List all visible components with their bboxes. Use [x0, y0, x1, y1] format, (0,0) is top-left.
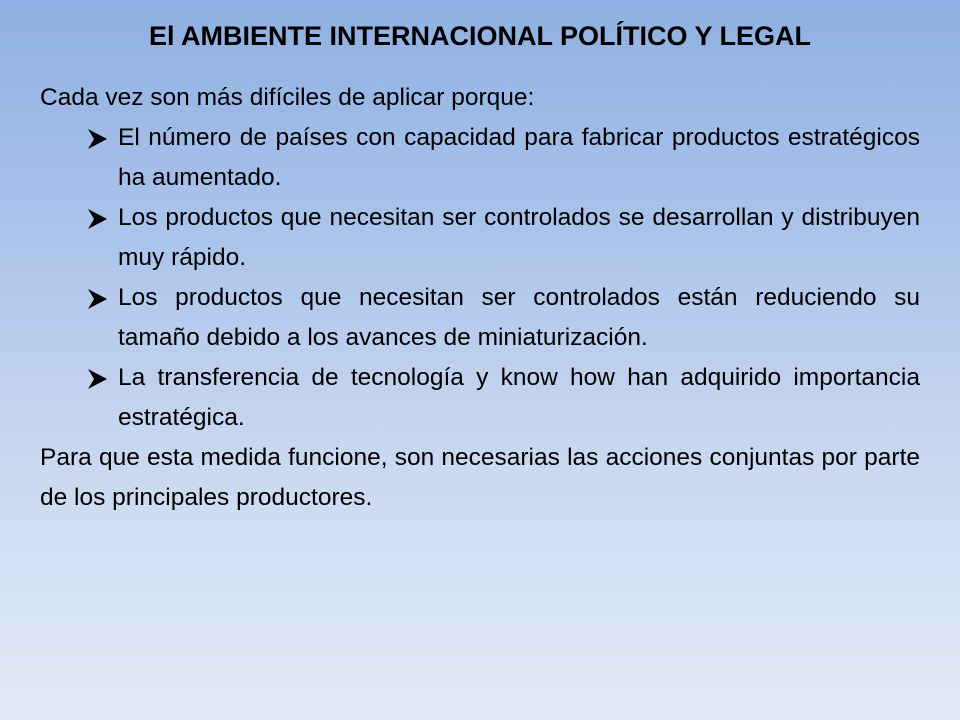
bullet-item — [40, 278, 920, 358]
arrowhead-bullet-icon — [86, 128, 108, 150]
bullet-text: El número de países con capacidad para fabricar productos estratégicos ha aumentado. — [118, 124, 920, 191]
slide-body — [40, 78, 920, 518]
bullet-item — [40, 198, 920, 278]
intro-text: Cada vez son más difíciles de aplicar porque: — [40, 84, 535, 111]
bullet-item — [40, 358, 920, 438]
bullet-text: La transferencia de tecnología y know how han adquirido importancia estratégica. — [118, 364, 920, 431]
arrowhead-bullet-icon — [86, 208, 108, 230]
closing-text: Para que esta medida funcione, son necesarias las acciones conjuntas por parte de los principales productores. — [40, 444, 920, 511]
arrowhead-bullet-icon — [86, 288, 108, 310]
bullet-item — [40, 118, 920, 198]
arrowhead-bullet-icon — [86, 368, 108, 390]
bullet-text: Los productos que necesitan ser controlados están reduciendo su tamaño debido a los avances de miniaturización. — [118, 284, 920, 351]
slide-title: El AMBIENTE INTERNACIONAL POLÍTICO Y LEGAL — [148, 21, 812, 51]
bullet-list — [40, 118, 920, 438]
bullet-text: Los productos que necesitan ser controlados se desarrollan y distribuyen muy rápido. — [118, 204, 920, 271]
